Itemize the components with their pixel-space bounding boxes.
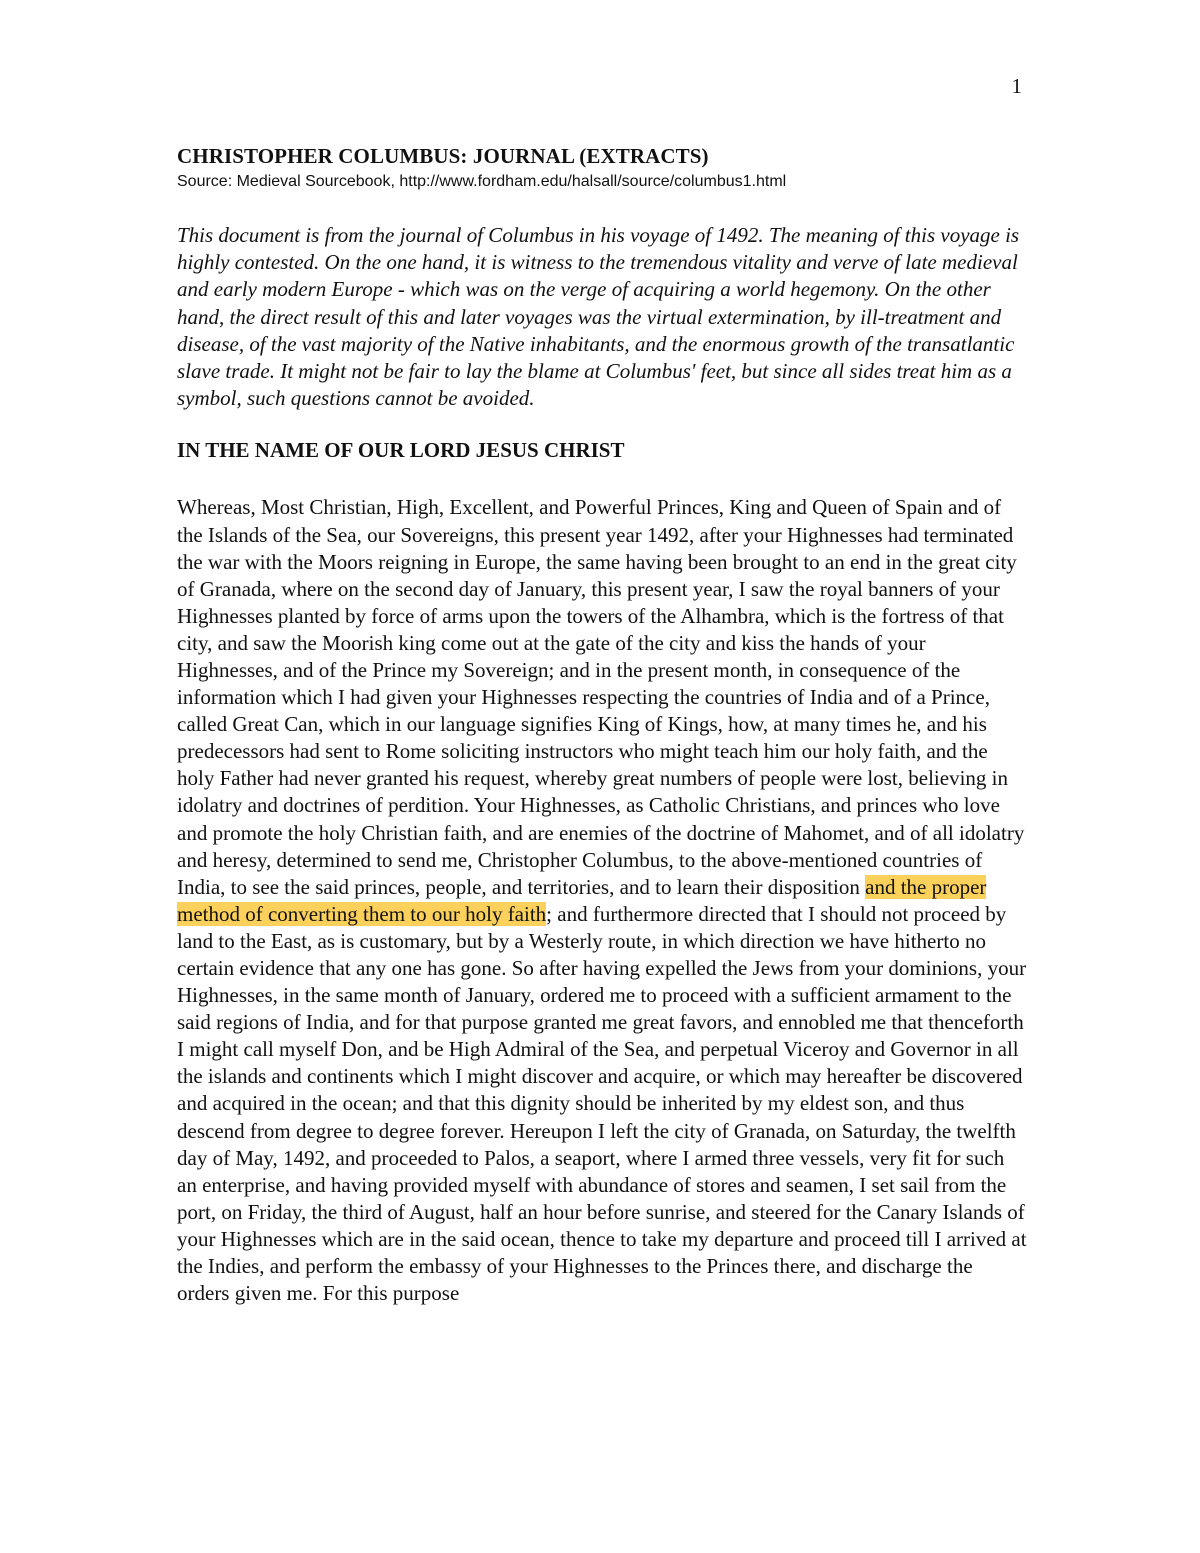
section-heading: IN THE NAME OF OUR LORD JESUS CHRIST xyxy=(177,438,625,463)
body-text-before-highlight: Whereas, Most Christian, High, Excellent, and Powerful Princes, King and Queen of Spain and of the Islands of the Sea, our Sovereigns, this present year 1492, after your Highnesses had terminated the war with the Moors reigning in Europe, the same having been brought to an end in the great city of Granada, where on the second day of January, this present year, I saw the royal banners of your Highnesses planted by force of arms upon the towers of the Alhambra, which is the fortress of that city, and saw the Moorish king come out at the gate of the city and kiss the hands of your Highnesses, and of the Prince my Sovereign; and in the present month, in consequence of the information which I had given your Highnesses respecting the countries of India and of a Prince, called Great Can, which in our language signifies King of Kings, how, at many times he, and his predecessors had sent to Rome soliciting instructors who might teach him our holy faith, and the holy Father had never granted his request, whereby great numbers of people were lost, believing in idolatry and doctrines of perdition. Your Highnesses, as Catholic Christians, and princes who love and promote the holy Christian faith, and are enemies of the doctrine of Mahomet, and of all idolatry and heresy, determined to send me, Christopher Columbus, to the above-mentioned countries of India, to see the said princes, people, and territories, and to learn their disposition xyxy=(177,495,1025,899)
page-number: 1 xyxy=(1011,74,1022,98)
body-text-after-highlight: ; and furthermore directed that I should not proceed by land to the East, as is customary, but by a Westerly route, in which direction we have hitherto no certain evidence that any one has gone. So after having expelled the Jews from your dominions, your Highnesses, in the same month of January, ordered me to proceed with a sufficient armament to the said regions of India, and for that purpose granted me great favors, and ennobled me that thenceforth I might call myself Don, and be High Admiral of the Sea, and perpetual Viceroy and Governor in all the islands and continents which I might discover and acquire, or which may hereafter be discovered and acquired in the ocean; and that this dignity should be inherited by my eldest son, and thus descend from degree to degree forever. Hereupon I left the city of Granada, on Saturday, the twelfth day of May, 1492, and proceeded to Palos, a seaport, where I armed three vessels, very fit for such an enterprise, and having provided myself with abundance of stores and seamen, I set sail from the port, on Friday, the third of August, half an hour before sunrise, and steered for the Canary Islands of your Highnesses which are in the said ocean, thence to take my departure and proceed till I arrived at the Indies, and perform the embassy of your Highnesses to the Princes there, and discharge the orders given me. For this purpose xyxy=(177,901,1027,1306)
source-citation: Source: Medieval Sourcebook, http://www.fordham.edu/halsall/source/columbus1.html xyxy=(177,173,787,190)
intro-paragraph: This document is from the journal of Columbus in his voyage of 1492. The meaning of this voyage is highly contested. On the one hand, it is witness to the tremendous vitality and verve of late medieval and early modern Europe - which was on the verge of acquiring a world hegemony. On the other hand, the direct result of this and later voyages was the virtual extermination, by ill-treatment and disease, of the vast majority of the Native inhabitants, and the enormous growth of the transatlantic slave trade. It might not be fair to lay the blame at Columbus' feet, but since all sides treat him as a symbol, such questions cannot be avoided. xyxy=(177,223,1020,411)
highlighted-text: and the proper method of converting them to our holy faith xyxy=(177,874,987,926)
document-title: CHRISTOPHER COLUMBUS: JOURNAL (EXTRACTS) xyxy=(177,144,709,168)
document-content xyxy=(177,143,1037,1307)
body-paragraph xyxy=(177,494,1027,1307)
